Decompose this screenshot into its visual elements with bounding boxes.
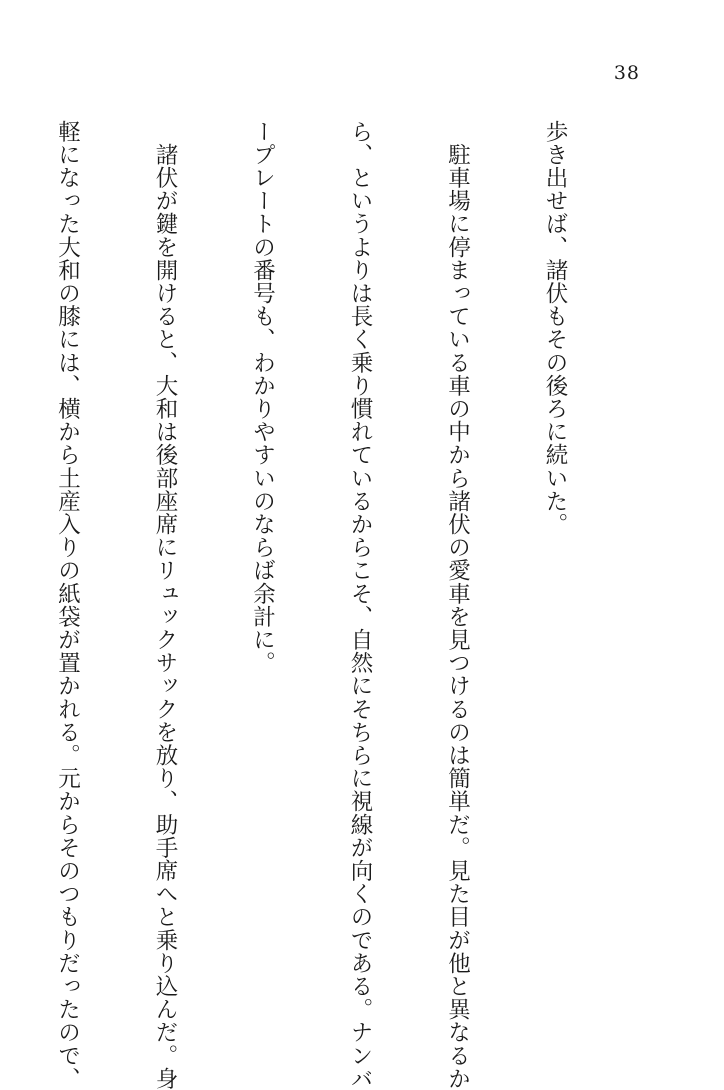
text-line: ら、というよりは長く乗り慣れているからこそ、自然にそちらに視線が向くのである。ナンバ bbox=[347, 120, 373, 1090]
text-line: 歩き出せば、諸伏もその後ろに続いた。 bbox=[542, 120, 568, 536]
page-number: 38 bbox=[613, 62, 640, 84]
text-line: 軽になった大和の膝には、横から土産入りの紙袋が置かれる。元からそのつもりだったので、 bbox=[54, 120, 81, 1090]
text-line: ープレートの番号も、わかりやすいのならば余計に。 bbox=[249, 120, 276, 675]
text-line: 駐車場に停まっている車の中から諸伏の愛車を見つけるのは簡単だ。見た目が他と異なるか bbox=[444, 120, 471, 1090]
text-line: 諸伏が鍵を開けると、大和は後部座席にリュックサックを放り、助手席へと乗り込んだ。身 bbox=[152, 120, 178, 1090]
vertical-text-body bbox=[0, 120, 636, 1090]
